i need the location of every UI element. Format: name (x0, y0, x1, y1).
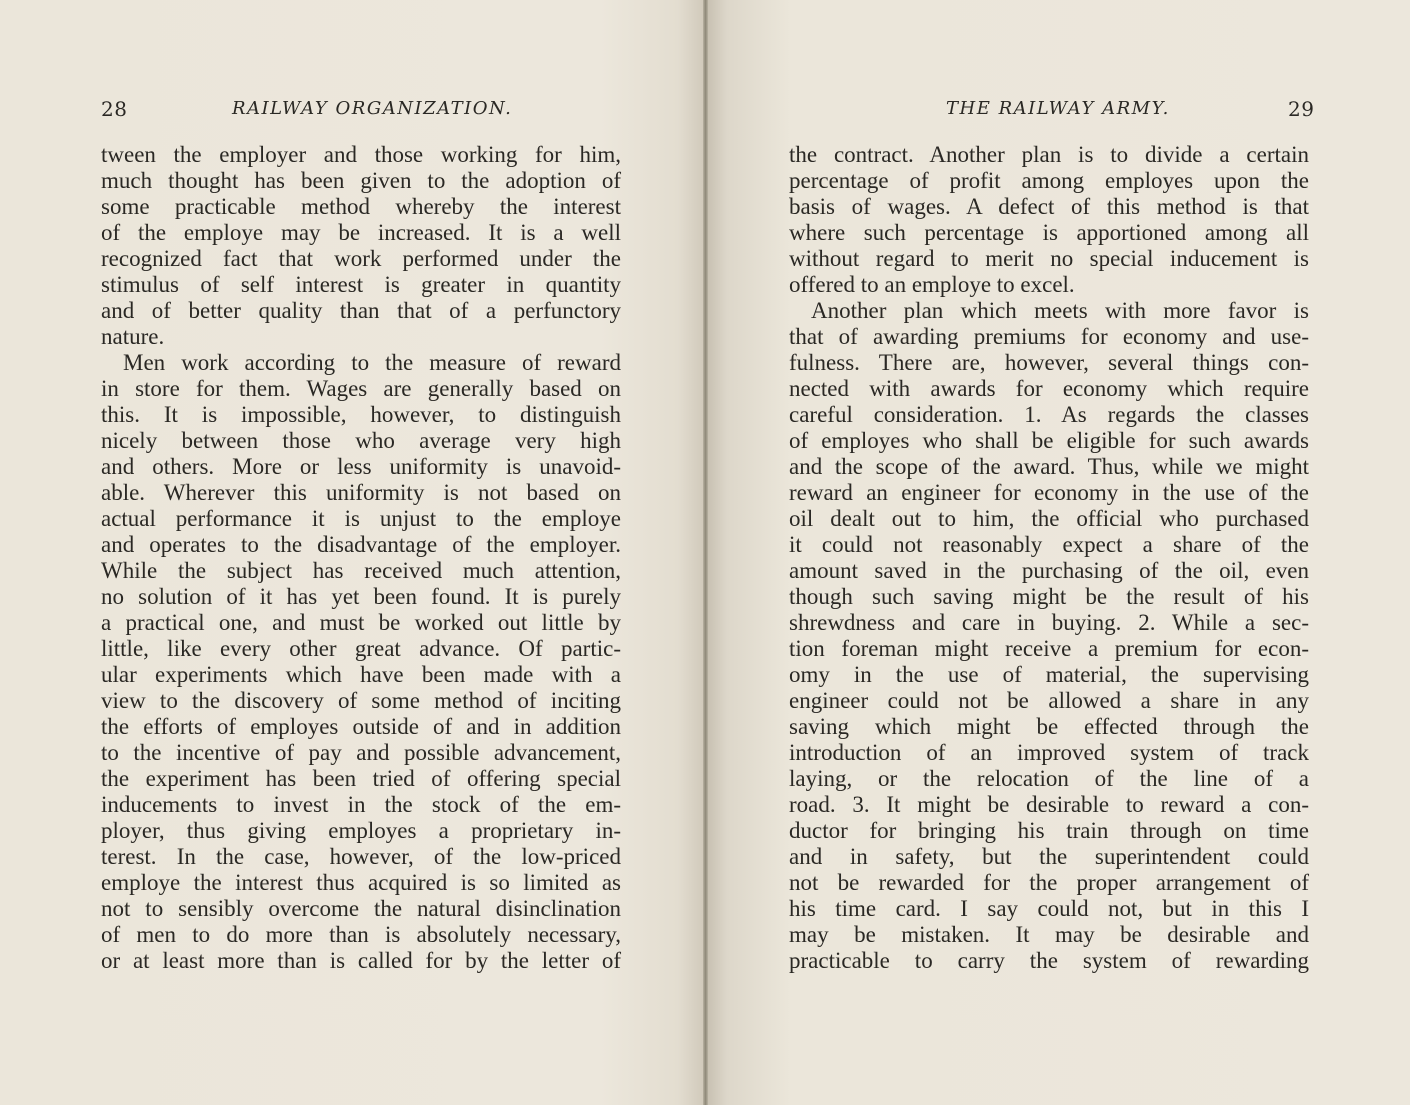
text-line: omy in the use of material, the supervising (789, 662, 1309, 687)
text-line: of employes who shall be eligible for such awards (789, 428, 1309, 453)
text-line: introduction of an improved system of track (789, 740, 1309, 765)
text-line: and in safety, but the superintendent could (789, 844, 1309, 869)
text-line: reward an engineer for economy in the use of the (789, 480, 1309, 505)
text-line: fulness. There are, however, several things con- (789, 350, 1309, 375)
page-number: 29 (1288, 97, 1315, 121)
text-line: oil dealt out to him, the official who purchased (789, 506, 1309, 531)
text-line: ployer, thus giving employes a proprietary in- (101, 818, 621, 843)
text-line: recognized fact that work performed under the (101, 246, 621, 271)
text-line: this. It is impossible, however, to distinguish (101, 402, 621, 427)
text-line: the experiment has been tried of offering special (101, 766, 621, 791)
text-line: Men work according to the measure of reward (123, 350, 621, 375)
text-line: shrewdness and care in buying. 2. While a sec- (789, 610, 1309, 635)
text-line: While the subject has received much attention, (101, 558, 621, 583)
text-line: not be rewarded for the proper arrangement of (789, 870, 1309, 895)
text-line: little, like every other great advance. Of partic- (101, 636, 621, 661)
text-line: road. 3. It might be desirable to reward a con- (789, 792, 1309, 817)
text-line: a practical one, and must be worked out little by (101, 610, 621, 635)
text-line: percentage of profit among employes upon the (789, 168, 1309, 193)
text-line: amount saved in the purchasing of the oil, even (789, 558, 1309, 583)
text-line: may be mistaken. It may be desirable and (789, 922, 1309, 947)
text-line: nected with awards for economy which require (789, 376, 1309, 401)
text-line: tween the employer and those working for him, (101, 142, 621, 167)
text-line: without regard to merit no special inducement is (789, 246, 1309, 271)
text-line: the contract. Another plan is to divide a certain (789, 142, 1309, 167)
text-line: terest. In the case, however, of the low-priced (101, 844, 621, 869)
text-line: the efforts of employes outside of and in addition (101, 714, 621, 739)
text-line: stimulus of self interest is greater in quantity (101, 272, 621, 297)
text-line: careful consideration. 1. As regards the classes (789, 402, 1309, 427)
text-line: of the employe may be increased. It is a well (101, 220, 621, 245)
text-line: Another plan which meets with more favor is (811, 298, 1309, 323)
running-head: RAILWAY ORGANIZATION. (232, 98, 513, 119)
page-number: 28 (101, 97, 128, 121)
text-line: laying, or the relocation of the line of a (789, 766, 1309, 791)
text-line: though such saving might be the result of his (789, 584, 1309, 609)
text-line: his time card. I say could not, but in this I (789, 896, 1309, 921)
text-line: actual performance it is unjust to the employe (101, 506, 621, 531)
text-line: basis of wages. A defect of this method is that (789, 194, 1309, 219)
text-line: nicely between those who average very high (101, 428, 621, 453)
text-line: and others. More or less uniformity is unavoid- (101, 454, 621, 479)
text-line: in store for them. Wages are generally based on (101, 376, 621, 401)
text-line: it could not reasonably expect a share of the (789, 532, 1309, 557)
text-line: saving which might be effected through the (789, 714, 1309, 739)
text-line: practicable to carry the system of rewarding (789, 948, 1309, 973)
text-line: and the scope of the award. Thus, while we might (789, 454, 1309, 479)
text-line: some practicable method whereby the interest (101, 194, 621, 219)
text-line: offered to an employe to excel. (789, 272, 1075, 297)
text-line: not to sensibly overcome the natural disinclination (101, 896, 621, 921)
text-line: engineer could not be allowed a share in any (789, 688, 1309, 713)
text-line: where such percentage is apportioned among all (789, 220, 1309, 245)
text-line: to the incentive of pay and possible advancement, (101, 740, 621, 765)
right-page-body (789, 142, 1309, 974)
text-line: and operates to the disadvantage of the employer. (101, 532, 621, 557)
text-line: and of better quality than that of a perfunctory (101, 298, 621, 323)
text-line: nature. (101, 324, 165, 349)
text-line: ular experiments which have been made with a (101, 662, 621, 687)
text-line: employe the interest thus acquired is so limited as (101, 870, 621, 895)
text-line: ductor for bringing his train through on time (789, 818, 1309, 843)
running-head: THE RAILWAY ARMY. (946, 98, 1170, 119)
right-page (706, 0, 1410, 1105)
text-line: inducements to invest in the stock of the em- (101, 792, 621, 817)
left-page-body (101, 142, 621, 974)
book-gutter (703, 0, 708, 1105)
text-line: that of awarding premiums for economy and use- (789, 324, 1309, 349)
text-line: much thought has been given to the adoption of (101, 168, 621, 193)
text-line: tion foreman might receive a premium for econ- (789, 636, 1309, 661)
text-line: view to the discovery of some method of inciting (101, 688, 621, 713)
text-line: or at least more than is called for by the letter of (101, 948, 621, 973)
text-line: able. Wherever this uniformity is not based on (101, 480, 621, 505)
text-line: of men to do more than is absolutely necessary, (101, 922, 621, 947)
text-line: no solution of it has yet been found. It is purely (101, 584, 621, 609)
